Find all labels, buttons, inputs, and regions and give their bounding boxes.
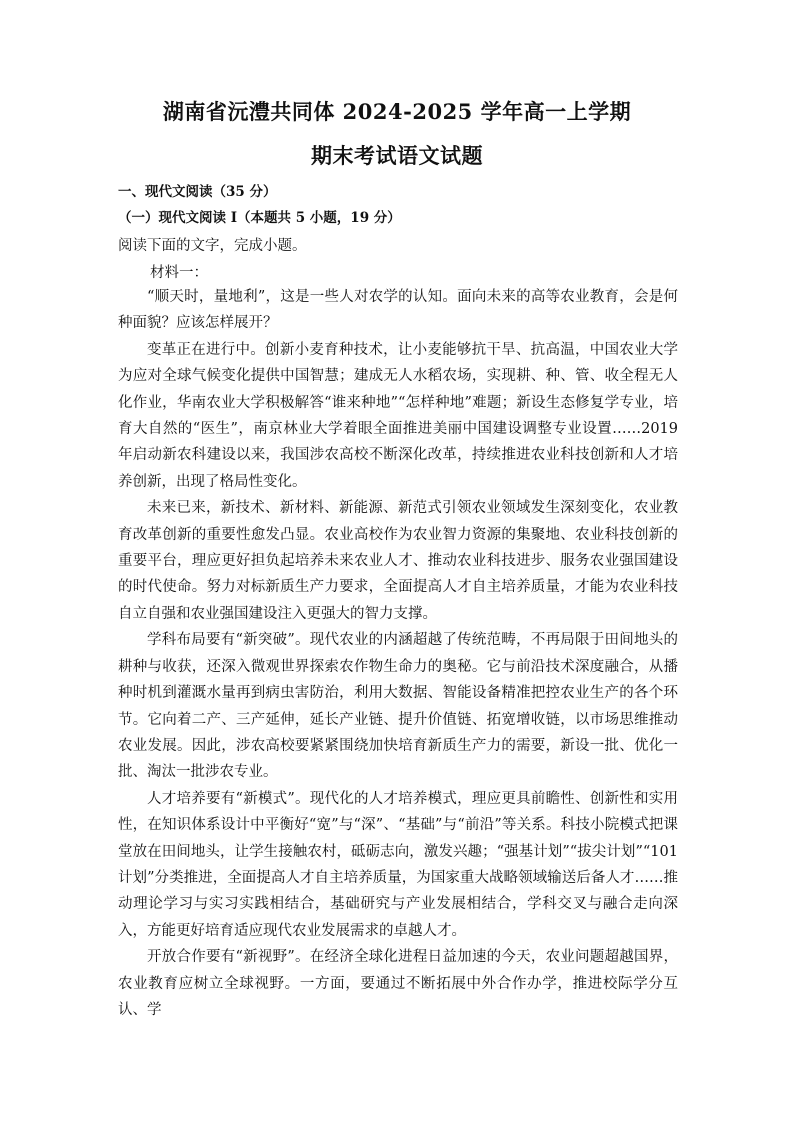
instruction-text: 阅读下面的文字，完成小题。 [118,238,307,254]
paragraph: 人才培养要有“新模式”。现代化的人才培养模式，理应更具前瞻性、创新性和实用性，在知识体系设计中平衡好“宽”与“深”、“基础”与“前沿”等关系。科技小院模式把课堂放在田间地头，让学生接触农村，砥砺志向，激发兴趣；“强基计划”“拔尖计划”“101 计划”分类推进，全面提高人才自主培养质量，为国家重大战略领域输送后备人才……推动理论学习与实习实践相结合，基础研究与产业发展相结合，学科交叉与融合走向深入，方能更好培育适应现代农业发展需求的卓越人才。 [118,790,678,939]
document-title-line2: 期末考试语文试题 [311,143,483,168]
paragraph: 学科布局要有“新突破”。现代农业的内涵超越了传统范畴，不再局限于田间地头的耕种与收获，还深入微观世界探索农作物生命力的奥秘。它与前沿技术深度融合，从播种时机到灌溉水量再到病虫害防治，利用大数据、智能设备精准把控农业生产的各个环节。它向着二产、三产延伸，延长产业链、提升价值链、拓宽增收链，以市场思维推动农业发展。因此，涉农高校要紧紧围绕加快培育新质生产力的需要，新设一批、优化一批、淘汰一批涉农专业。 [118,632,678,781]
material-label: 材料一： [150,265,208,281]
passage-body [118,284,678,1023]
paragraph: “顺天时，量地利”，这是一些人对农学的认知。面向未来的高等农业教育，会是何种面貌？应该怎样展开？ [118,289,678,332]
document-title-line1: 湖南省沅澧共同体 2024-2025 学年高一上学期 [162,99,632,124]
subsection-heading: （一）现代文阅读 I（本题共 5 小题，19 分） [118,210,401,226]
paragraph: 开放合作要有“新视野”。在经济全球化进程日益加速的今天，农业问题超越国界，农业教育应树立全球视野。一方面，要通过不断拓展中外合作办学，推进校际学分互认、学 [118,949,678,1018]
section-heading: 一、现代文阅读（35 分） [118,184,277,200]
paragraph: 未来已来，新技术、新材料、新能源、新范式引领农业领域发生深刻变化，农业教育改革创新的重要性愈发凸显。农业高校作为农业智力资源的集聚地、农业科技创新的重要平台，理应更好担负起培养未来农业人才、推动农业科技进步、服务农业强国建设的时代使命。努力对标新质生产力要求，全面提高人才自主培养质量，才能为农业科技自立自强和农业强国建设注入更强大的智力支撑。 [118,500,678,622]
paragraph: 变革正在进行中。创新小麦育种技术，让小麦能够抗干旱、抗高温，中国农业大学为应对全球气候变化提供中国智慧；建成无人水稻农场，实现耕、种、管、收全程无人化作业，华南农业大学积极解答“谁来种地”“怎样种地”难题；新设生态修复学专业，培育大自然的“医生”，南京林业大学着眼全面推进美丽中国建设调整专业设置……2019 年启动新农科建设以来，我国涉农高校不断深化改革，持续推进农业科技创新和人才培养创新，出现了格局性变化。 [118,341,678,490]
